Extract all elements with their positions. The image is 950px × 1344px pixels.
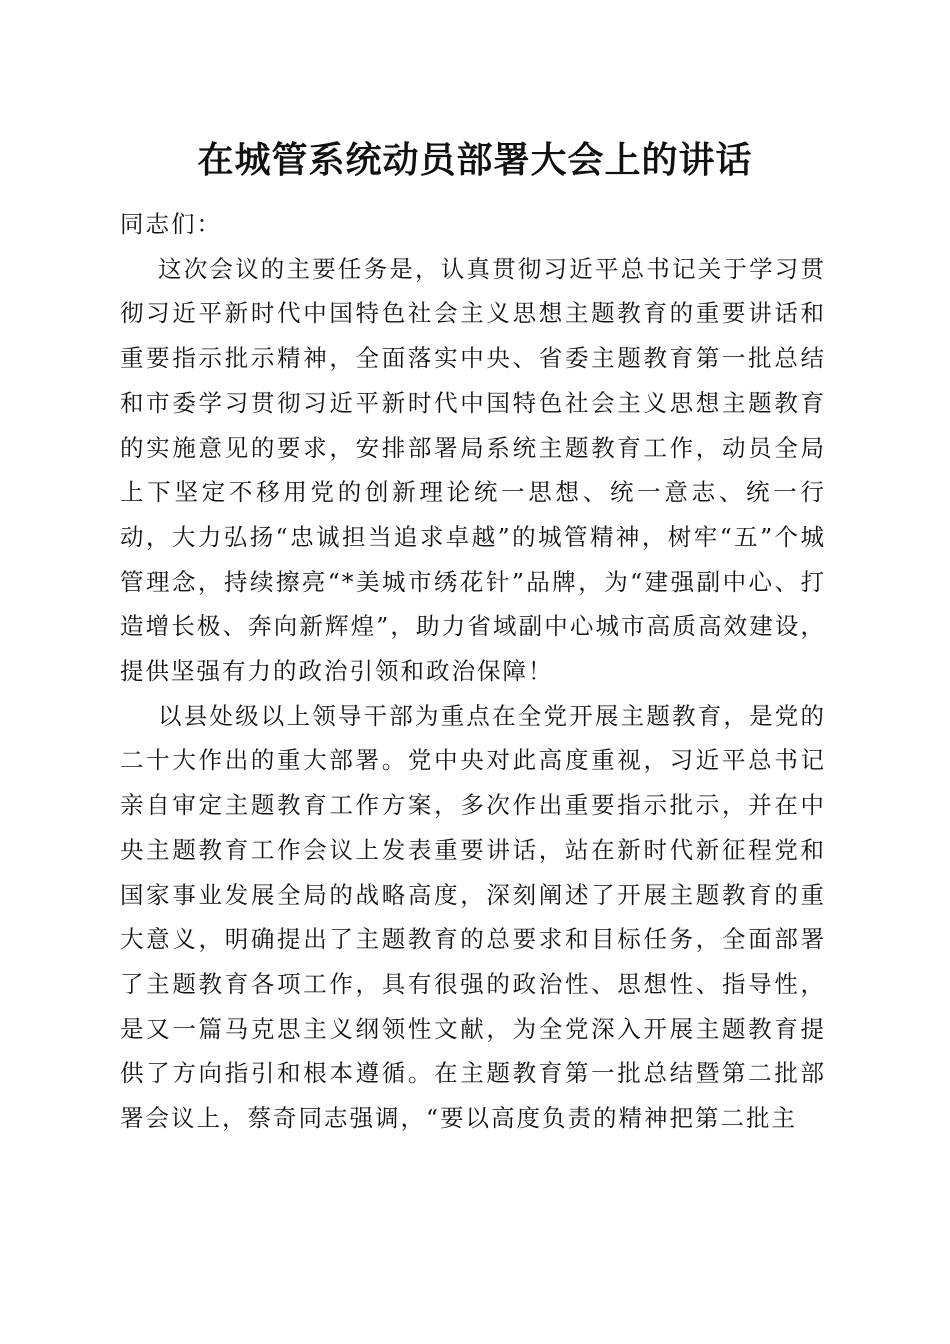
salutation: 同志们： — [120, 210, 222, 238]
paragraph-1: 这次会议的主要任务是，认真贯彻习近平总书记关于学习贯彻习近平新时代中国特色社会主义思想主题教育的重要讲话和重要指示批示精神，全面落实中央、省委主题教育第一批总结和市委学习贯彻习近平新时代中国特色社会主义思想主题教育的实施意见的要求，安排部署局系统主题教育工作，动员全局上下坚定不移用党的创新理论统一思想、统一意志、统一行动，大力弘扬“忠诚担当追求卓越”的城管精神，树牢“五”个城管理念，持续擦亮“*美城市绣花针”品牌，为“建强副中心、打造增长极、奔向新辉煌”，助力省域副中心城市高质高效建设，提供坚强有力的政治引领和政治保障！ — [120, 254, 826, 686]
paragraph-2: 以县处级以上领导干部为重点在全党开展主题教育，是党的二十大作出的重大部署。党中央对此高度重视，习近平总书记亲自审定主题教育工作方案，多次作出重要指示批示，并在中央主题教育工作会议上发表重要讲话，站在新时代新征程党和国家事业发展全局的战略高度，深刻阐述了开展主题教育的重大意义，明确提出了主题教育的总要求和目标任务，全面部署了主题教育各项工作，具有很强的政治性、思想性、指导性，是又一篇马克思主义纲领性文献，为全党深入开展主题教育提供了方向指引和根本遵循。在主题教育第一批总结暨第二批部署会议上，蔡奇同志强调，“要以高度负责的精神把第二批主 — [120, 701, 826, 1133]
document-title: 在城管系统动员部署大会上的讲话 — [197, 139, 753, 181]
document-body — [120, 202, 826, 1141]
